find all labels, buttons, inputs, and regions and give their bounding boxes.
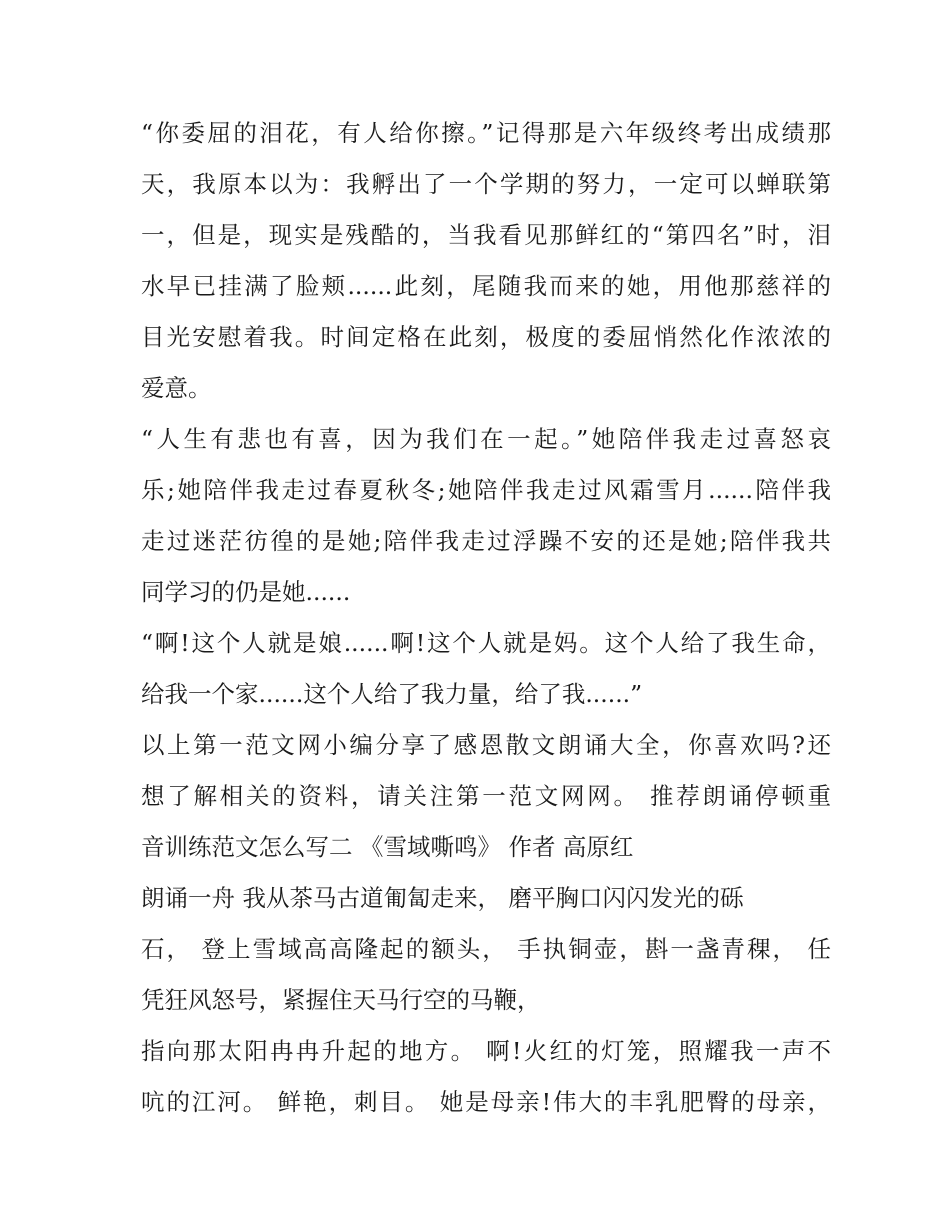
text-line: “人生有悲也有喜，因为我们在一起。”她陪伴我走过喜怒哀 [141,425,831,453]
text-line: 吭的江河。 鲜艳，刺目。 她是母亲!伟大的丰乳肥臀的母亲， [141,1088,831,1116]
text-line: 乐;她陪伴我走过春夏秋冬;她陪伴我走过风霜雪月......陪伴我 [141,476,831,504]
text-line: 朗诵一舟 我从茶马古道匍匐走来， 磨平胸口闪闪发光的砾 [141,884,744,912]
text-line: “啊!这个人就是娘......啊!这个人就是妈。这个人给了我生命， [141,629,831,657]
text-line: 一，但是，现实是残酷的，当我看见那鲜红的“第四名”时，泪 [141,221,831,249]
text-line: 石， 登上雪域高高隆起的额头， 手执铜壶，斟一盏青稞， 任 [141,935,831,963]
text-line: 走过迷茫彷徨的是她;陪伴我走过浮躁不安的还是她;陪伴我共 [141,527,831,555]
text-line: 想了解相关的资料，请关注第一范文网网。 推荐朗诵停顿重 [141,782,831,810]
text-line: 以上第一范文网小编分享了感恩散文朗诵大全，你喜欢吗?还 [141,731,831,759]
text-line: 同学习的仍是她...... [141,578,351,606]
text-line: 天，我原本以为：我孵出了一个学期的努力，一定可以蝉联第 [141,170,831,198]
text-line: 目光安慰着我。时间定格在此刻，极度的委屈悄然化作浓浓的 [141,323,831,351]
text-line: 给我一个家......这个人给了我力量，给了我......” [141,680,643,708]
text-line: “你委屈的泪花，有人给你擦。”记得那是六年级终考出成绩那 [141,119,831,147]
text-line: 水早已挂满了脸颊......此刻，尾随我而来的她，用他那慈祥的 [141,272,831,300]
text-line: 指向那太阳冉冉升起的地方。 啊!火红的灯笼，照耀我一声不 [141,1037,831,1065]
text-line: 凭狂风怒号，紧握住天马行空的马鞭， [141,986,541,1014]
text-line: 爱意。 [141,374,212,402]
document-body [141,108,831,1128]
text-line: 音训练范文怎么写二 《雪域嘶鸣》 作者 高原红 [141,833,634,861]
